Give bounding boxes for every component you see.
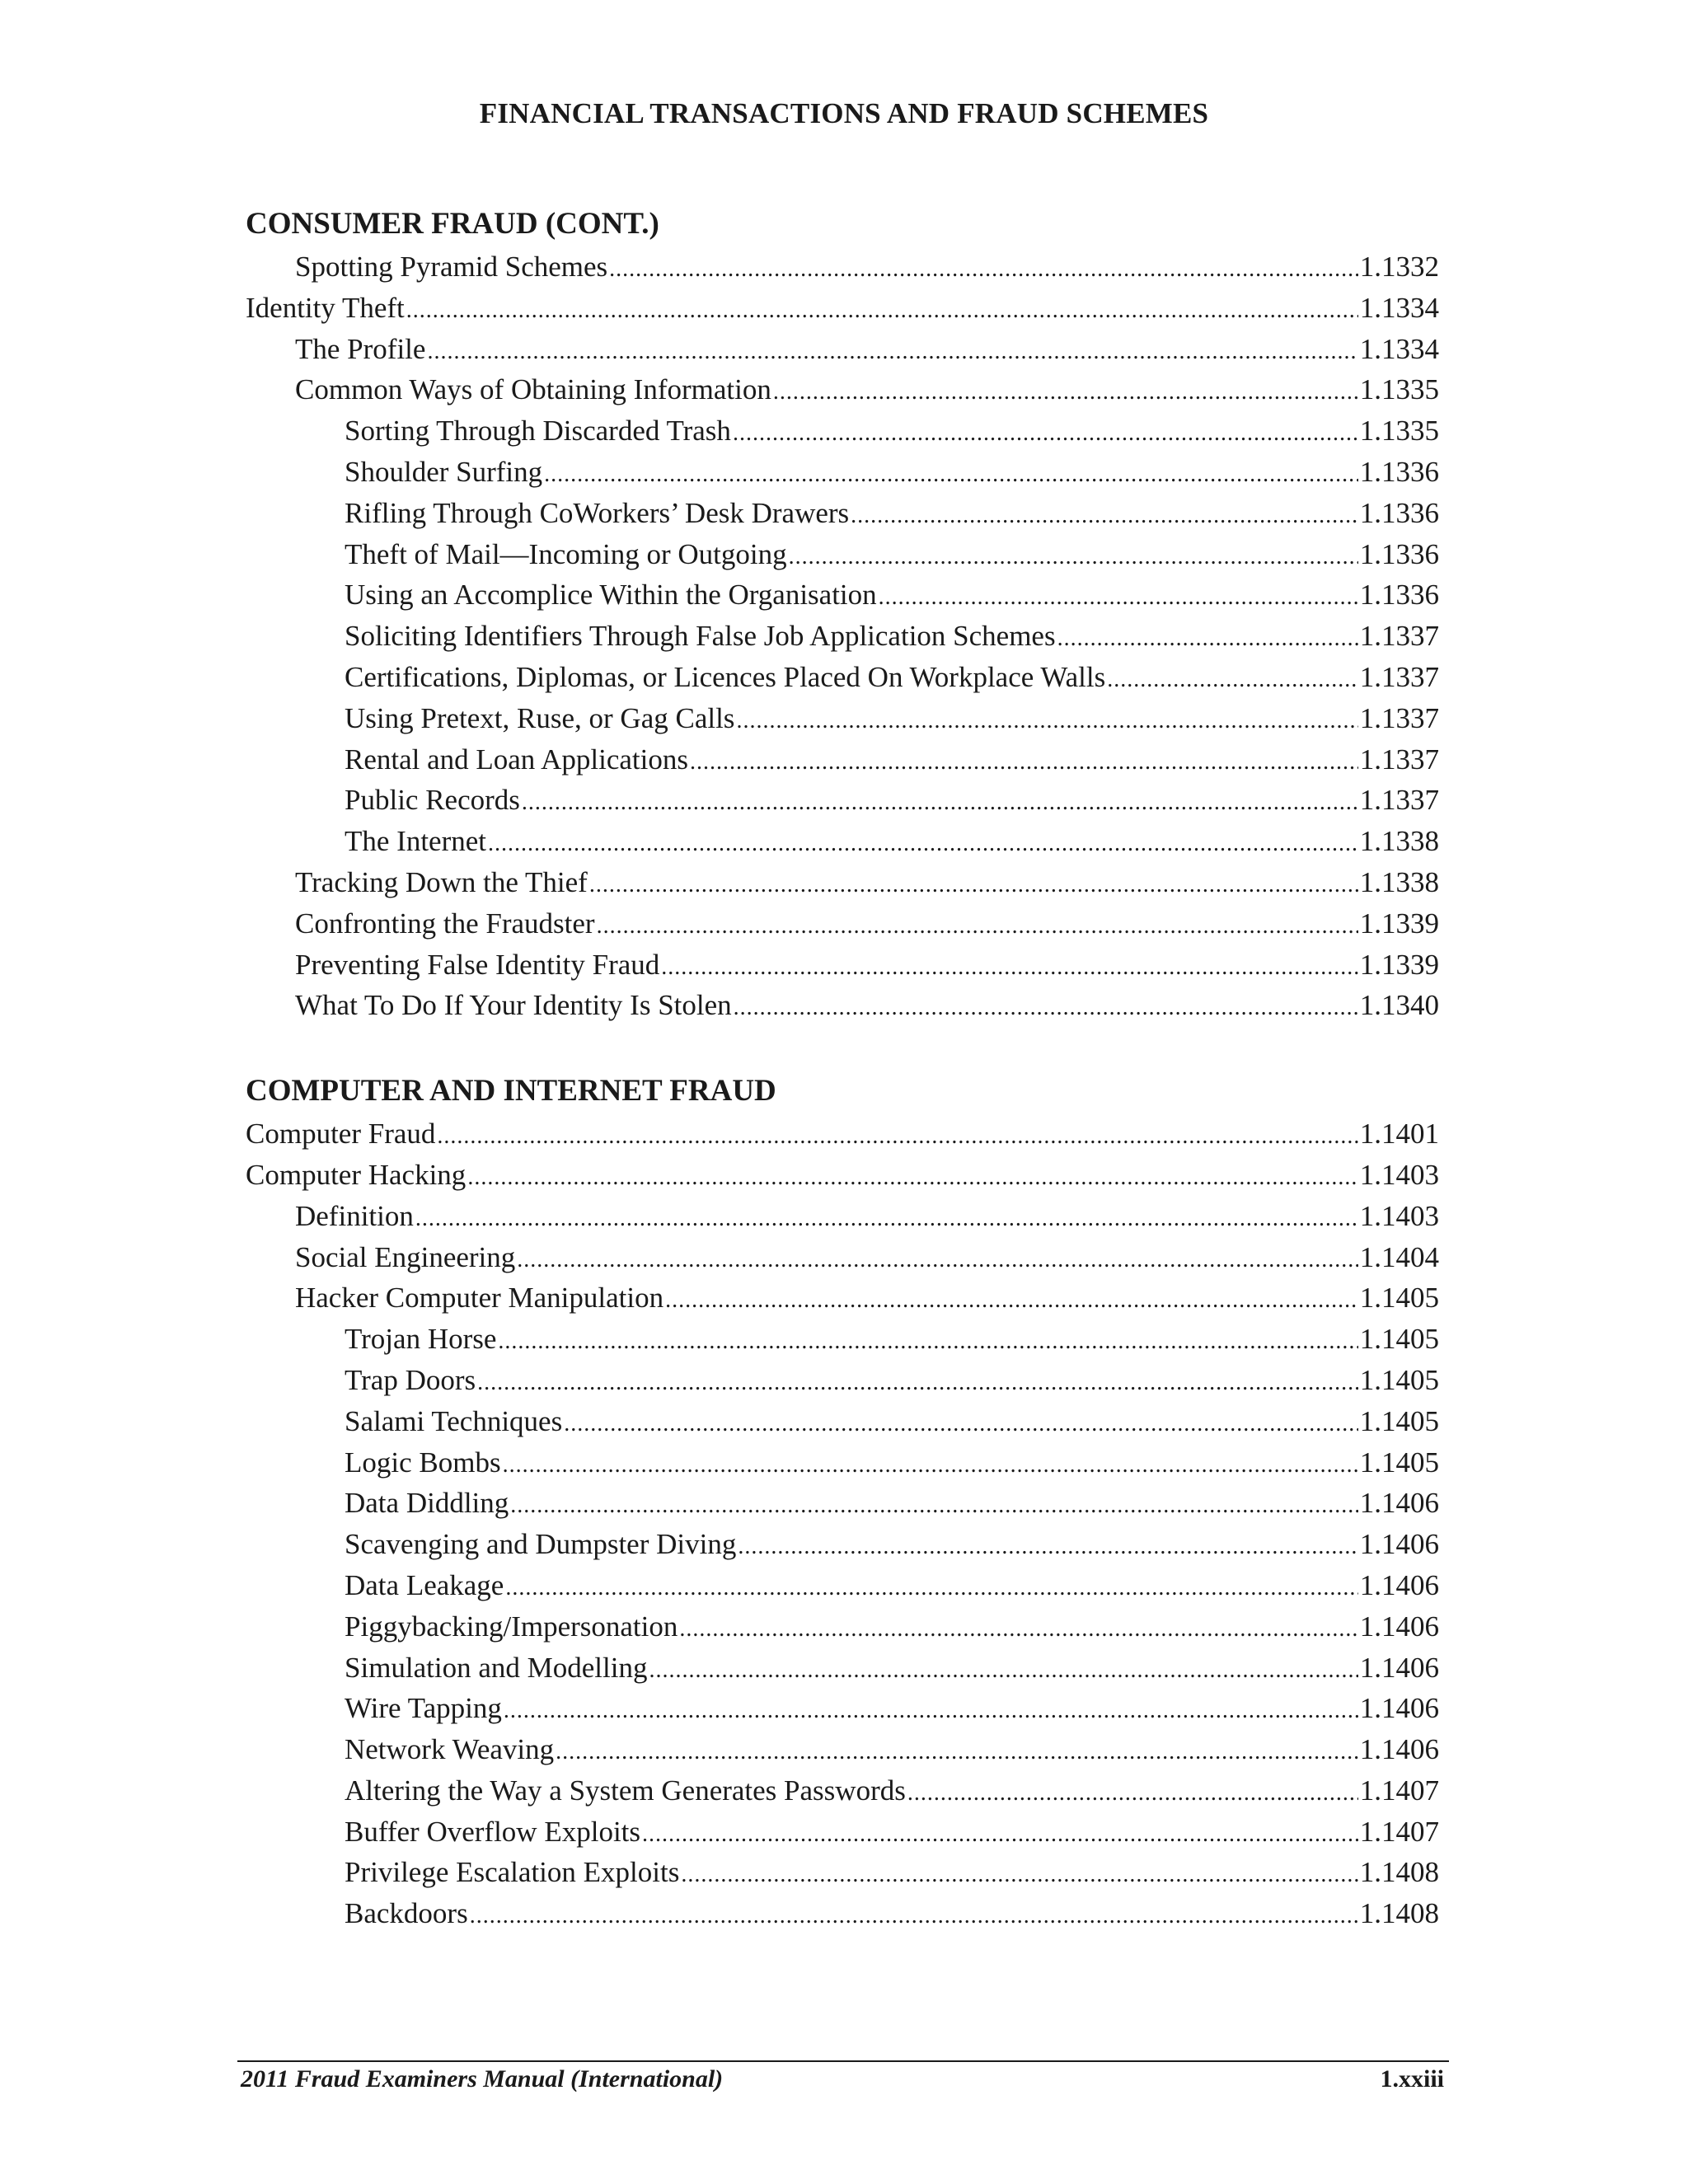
toc-entry-title: Simulation and Modelling: [345, 1651, 648, 1684]
toc-entry: [246, 288, 1439, 329]
toc-entry-title: Buffer Overflow Exploits: [345, 1815, 641, 1848]
toc-entry: [246, 410, 1439, 452]
dot-leader: [556, 1732, 1358, 1773]
toc-entry: [246, 1729, 1439, 1770]
toc-entry: [246, 657, 1439, 698]
toc-entry: [246, 1483, 1439, 1524]
toc-entry-title: Hacker Computer Manipulation: [295, 1282, 664, 1315]
toc-entry-page-number: 1.1334: [1359, 291, 1439, 324]
dot-leader: [661, 947, 1357, 988]
toc-entry: [246, 944, 1439, 986]
toc-entry-title: Identity Theft: [246, 291, 405, 324]
toc-entry-title: The Profile: [295, 332, 426, 365]
toc-entry-title: Rental and Loan Applications: [345, 743, 688, 776]
footer-page-number: 1.xxiii: [1380, 2065, 1444, 2093]
toc-entry-title: Computer Fraud: [246, 1118, 436, 1151]
toc-entry-page-number: 1.1406: [1359, 1692, 1439, 1725]
toc-entry-page-number: 1.1405: [1359, 1363, 1439, 1396]
dot-leader: [907, 1773, 1358, 1814]
toc-entry-title: Trojan Horse: [345, 1323, 497, 1356]
toc-entry-page-number: 1.1406: [1359, 1528, 1439, 1561]
table-of-contents: [246, 202, 1439, 1977]
toc-entry-title: Preventing False Identity Fraud: [295, 948, 660, 981]
toc-entry: [246, 1606, 1439, 1647]
toc-entry-page-number: 1.1339: [1359, 948, 1439, 981]
toc-entry-page-number: 1.1336: [1359, 455, 1439, 488]
toc-entry: [246, 452, 1439, 493]
toc-entry: [246, 1688, 1439, 1729]
dot-leader: [505, 1568, 1357, 1609]
toc-entry: [246, 329, 1439, 370]
toc-entry: [246, 246, 1439, 288]
toc-entry: [246, 1237, 1439, 1278]
toc-entry: [246, 1442, 1439, 1483]
dot-leader: [517, 1240, 1357, 1281]
toc-entry: [246, 1893, 1439, 1934]
toc-entry: [246, 1196, 1439, 1237]
dot-leader: [504, 1690, 1358, 1732]
toc-entry-page-number: 1.1335: [1359, 373, 1439, 406]
toc-entry-page-number: 1.1406: [1359, 1487, 1439, 1520]
dot-leader: [589, 865, 1358, 906]
toc-entry-page-number: 1.1406: [1359, 1568, 1439, 1601]
dot-leader: [488, 823, 1358, 865]
toc-entry: [246, 1852, 1439, 1893]
dot-leader: [564, 1404, 1358, 1445]
toc-entry-title: Data Diddling: [345, 1487, 509, 1520]
dot-leader: [736, 701, 1357, 742]
toc-entry-page-number: 1.1405: [1359, 1282, 1439, 1315]
toc-entry-title: Tracking Down the Thief: [295, 865, 588, 898]
toc-entry-page-number: 1.1405: [1359, 1446, 1439, 1479]
dot-leader: [467, 1157, 1357, 1198]
toc-entry-page-number: 1.1334: [1359, 332, 1439, 365]
toc-entry-title: Definition: [295, 1199, 414, 1232]
dot-leader: [679, 1609, 1357, 1650]
toc-entry-title: Altering the Way a System Generates Passwords: [345, 1774, 906, 1807]
dot-leader: [665, 1280, 1358, 1321]
dot-leader: [427, 331, 1357, 373]
toc-entry-title: Network Weaving: [345, 1733, 555, 1766]
toc-entry: [246, 493, 1439, 534]
toc-entry-page-number: 1.1337: [1359, 784, 1439, 817]
toc-entry: [246, 985, 1439, 1026]
toc-entry-page-number: 1.1406: [1359, 1651, 1439, 1684]
dot-leader: [503, 1445, 1358, 1486]
dot-leader: [510, 1485, 1357, 1526]
dot-leader: [738, 1526, 1357, 1568]
toc-entry: [246, 574, 1439, 616]
toc-entry-title: Using Pretext, Ruse, or Gag Calls: [345, 701, 735, 734]
toc-entry-page-number: 1.1336: [1359, 496, 1439, 529]
dot-leader: [789, 537, 1358, 578]
dot-leader: [544, 454, 1358, 495]
toc-entry-title: Spotting Pyramid Schemes: [295, 251, 608, 283]
toc-entry: [246, 534, 1439, 575]
toc-entry-page-number: 1.1408: [1359, 1897, 1439, 1930]
toc-entry-page-number: 1.1338: [1359, 865, 1439, 898]
toc-entry: [246, 698, 1439, 739]
toc-entry-title: Scavenging and Dumpster Diving: [345, 1528, 737, 1561]
toc-entry-page-number: 1.1332: [1359, 251, 1439, 283]
dot-leader: [1107, 659, 1358, 701]
toc-entry-page-number: 1.1405: [1359, 1404, 1439, 1437]
toc-entry: [246, 780, 1439, 821]
dot-leader: [1057, 618, 1358, 659]
toc-entry-title: Certifications, Diplomas, or Licences Placed On Workplace Walls: [345, 660, 1106, 693]
dot-leader: [437, 1116, 1357, 1157]
toc-entry-title: Using an Accomplice Within the Organisation: [345, 579, 877, 612]
toc-entry: [246, 1401, 1439, 1442]
toc-entry-title: Soliciting Identifiers Through False Job Application Schemes: [345, 620, 1056, 653]
page-footer: [241, 2065, 1444, 2093]
toc-entry-title: Logic Bombs: [345, 1446, 501, 1479]
toc-entry-title: Privilege Escalation Exploits: [345, 1856, 680, 1889]
toc-entry-page-number: 1.1340: [1359, 989, 1439, 1022]
toc-entry-title: Theft of Mail—Incoming or Outgoing: [345, 537, 787, 570]
toc-entry: [246, 821, 1439, 862]
toc-entry-page-number: 1.1336: [1359, 579, 1439, 612]
page-title: FINANCIAL TRANSACTIONS AND FRAUD SCHEMES: [479, 97, 1209, 129]
toc-entry-page-number: 1.1338: [1359, 825, 1439, 858]
toc-entry: [246, 1277, 1439, 1319]
dot-leader: [477, 1362, 1358, 1404]
toc-entry-page-number: 1.1406: [1359, 1610, 1439, 1643]
dot-leader: [415, 1198, 1358, 1240]
toc-entry-list: [246, 246, 1439, 1026]
toc-entry: [246, 1360, 1439, 1401]
toc-entry-page-number: 1.1337: [1359, 743, 1439, 776]
dot-leader: [470, 1896, 1358, 1937]
toc-entry: [246, 1565, 1439, 1606]
toc-entry: [246, 1770, 1439, 1811]
dot-leader: [597, 906, 1358, 947]
toc-entry-page-number: 1.1337: [1359, 701, 1439, 734]
toc-entry-title: Shoulder Surfing: [345, 455, 543, 488]
toc-entry: [246, 1113, 1439, 1155]
dot-leader: [734, 987, 1358, 1029]
toc-section: [246, 1069, 1439, 1934]
toc-entry-page-number: 1.1407: [1359, 1815, 1439, 1848]
dot-leader: [642, 1814, 1358, 1855]
toc-entry: [246, 369, 1439, 410]
toc-entry: [246, 862, 1439, 903]
toc-entry-page-number: 1.1339: [1359, 907, 1439, 940]
toc-entry-page-number: 1.1407: [1359, 1774, 1439, 1807]
dot-leader: [498, 1321, 1357, 1362]
toc-entry: [246, 1647, 1439, 1689]
dot-leader: [681, 1854, 1357, 1896]
section-heading: COMPUTER AND INTERNET FRAUD: [246, 1074, 776, 1108]
dot-leader: [879, 577, 1358, 618]
dot-leader: [649, 1650, 1357, 1691]
toc-entry: [246, 1155, 1439, 1196]
toc-entry-title: Sorting Through Discarded Trash: [345, 415, 731, 448]
toc-entry-page-number: 1.1336: [1359, 537, 1439, 570]
toc-entry-title: What To Do If Your Identity Is Stolen: [295, 989, 732, 1022]
toc-entry-page-number: 1.1403: [1359, 1158, 1439, 1191]
toc-entry: [246, 739, 1439, 780]
footer-divider: [237, 2060, 1449, 2062]
toc-entry-page-number: 1.1337: [1359, 620, 1439, 653]
toc-entry-page-number: 1.1405: [1359, 1323, 1439, 1356]
dot-leader: [609, 249, 1358, 290]
section-heading: CONSUMER FRAUD (CONT.): [246, 207, 659, 241]
toc-entry-title: Computer Hacking: [246, 1158, 467, 1191]
dot-leader: [773, 372, 1358, 413]
toc-entry-title: Piggybacking/Impersonation: [345, 1610, 678, 1643]
dot-leader: [406, 290, 1358, 331]
toc-entry-title: Backdoors: [345, 1897, 468, 1930]
toc-entry-title: Wire Tapping: [345, 1692, 502, 1725]
toc-entry-title: Public Records: [345, 784, 520, 817]
toc-entry: [246, 1524, 1439, 1565]
toc-entry: [246, 1319, 1439, 1360]
toc-entry-title: Confronting the Fraudster: [295, 907, 595, 940]
toc-entry-page-number: 1.1403: [1359, 1199, 1439, 1232]
toc-section: [246, 202, 1439, 1026]
toc-entry-page-number: 1.1406: [1359, 1733, 1439, 1766]
toc-entry-title: Data Leakage: [345, 1568, 504, 1601]
toc-entry: [246, 1811, 1439, 1853]
toc-entry-title: Salami Techniques: [345, 1404, 563, 1437]
dot-leader: [851, 495, 1358, 537]
dot-leader: [733, 413, 1358, 454]
toc-entry-page-number: 1.1401: [1359, 1118, 1439, 1151]
dot-leader: [690, 742, 1358, 783]
toc-entry-page-number: 1.1404: [1359, 1240, 1439, 1273]
footer-manual-title: 2011 Fraud Examiners Manual (International): [241, 2065, 724, 2093]
dot-leader: [522, 782, 1358, 823]
toc-entry-title: Common Ways of Obtaining Information: [295, 373, 771, 406]
toc-entry-title: Rifling Through CoWorkers’ Desk Drawers: [345, 496, 850, 529]
toc-entry-title: Trap Doors: [345, 1363, 476, 1396]
toc-entry: [246, 903, 1439, 944]
toc-entry-page-number: 1.1408: [1359, 1856, 1439, 1889]
toc-entry-page-number: 1.1335: [1359, 415, 1439, 448]
toc-entry-page-number: 1.1337: [1359, 660, 1439, 693]
toc-entry-title: Social Engineering: [295, 1240, 516, 1273]
toc-entry-list: [246, 1113, 1439, 1934]
toc-entry-title: The Internet: [345, 825, 486, 858]
toc-entry: [246, 616, 1439, 657]
